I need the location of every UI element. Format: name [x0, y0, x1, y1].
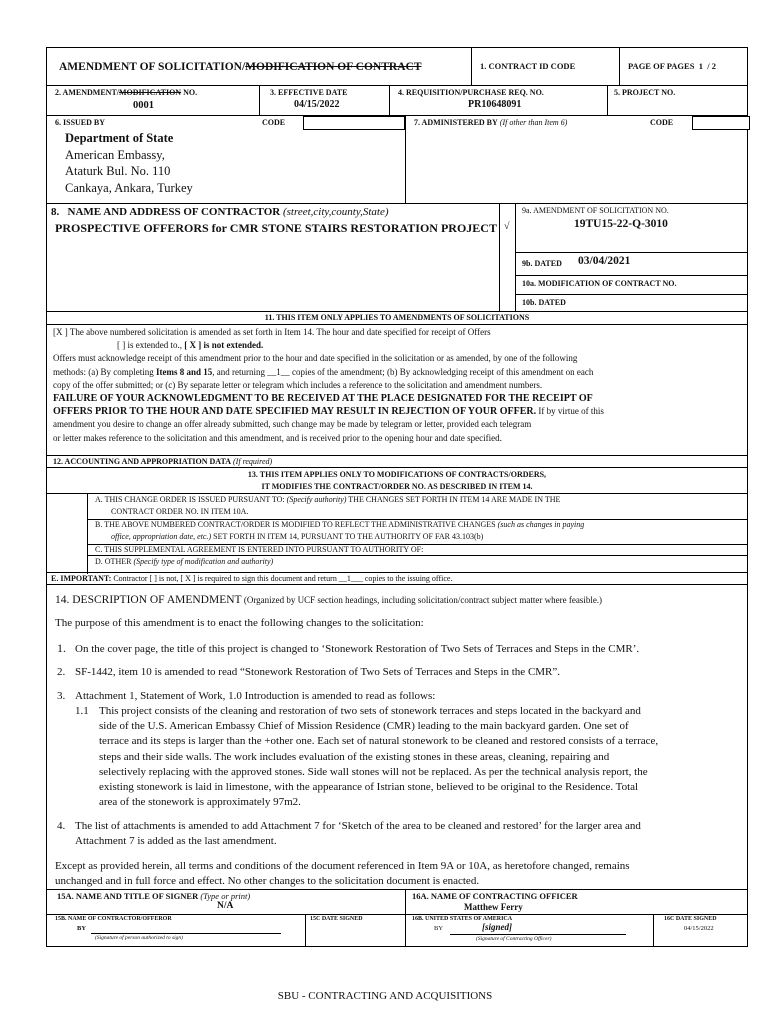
- issued-code-field[interactable]: [303, 116, 405, 130]
- contractor-label-text: NAME AND ADDRESS OF CONTRACTOR: [67, 206, 281, 218]
- item-11-heading: 11. THIS ITEM ONLY APPLIES TO AMENDMENTS OF SOLICITATIONS: [47, 312, 747, 325]
- change-1-text: On the cover page, the title of this project is changed to ‘Stonework Restoration of Two Sets of Terraces and Steps in the CMR’.: [75, 643, 640, 655]
- page-num: 1: [698, 61, 703, 71]
- administered-code-field[interactable]: [692, 116, 750, 130]
- administered-by-label: [414, 118, 567, 127]
- effective-date-cell: [259, 86, 390, 115]
- change-3-1-line: selectively replacing with the approved stones. Side wall stones will not be replaced. As per the technical analysis report, the: [99, 765, 648, 778]
- important-text: Contractor [ ] is not, [ X ] is required to sign this document and return __1___ copies to the issuing office.: [111, 574, 453, 583]
- check-mark: √: [504, 221, 510, 232]
- amendment-no-label: [55, 88, 197, 97]
- issued-by-label: 6. ISSUED BY: [55, 118, 106, 127]
- officer-date-label: 16C DATE SIGNED: [664, 916, 717, 922]
- failure-warning-bold: OFFERS PRIOR TO THE HOUR AND DATE SPECIFIED MAY RESULT IN REJECTION OF YOUR OFFER.: [53, 406, 537, 418]
- item-11-methods: [53, 366, 743, 379]
- mod-dated-label: 10b. DATED: [522, 298, 566, 307]
- project-no-cell: [607, 86, 748, 115]
- item-11-line: amendment you desire to change an offer already submitted, such change may be made by telegram or letter, provided each telegram: [53, 419, 532, 430]
- option-check-column: [47, 494, 88, 574]
- change-2-text: SF-1442, item 10 is amended to read “Stonework Restoration of Two Sets of Terraces and Steps in the CMR”.: [75, 666, 561, 678]
- amend-label-prefix: 2. AMENDMENT/: [55, 88, 119, 97]
- officer-signature-line: [450, 933, 626, 935]
- requisition-cell: [389, 86, 608, 115]
- administered-label-text: 7. ADMINISTERED BY: [414, 118, 498, 127]
- item-11: [47, 312, 747, 456]
- contracting-officer-label: 16A. NAME OF CONTRACTING OFFICER: [412, 891, 578, 901]
- contractor-date-cell[interactable]: [305, 915, 406, 947]
- methods-text: methods: (a) By completing: [53, 366, 156, 377]
- administered-note: (If other than Item 6): [499, 118, 568, 127]
- change-3: [57, 689, 747, 704]
- change-2: [57, 665, 747, 680]
- option-b-text: B. THE ABOVE NUMBERED CONTRACT/ORDER IS MODIFIED TO REFLECT THE ADMINISTRATIVE CHANGES: [95, 520, 498, 529]
- officer-signature-label: 16B. UNITED STATES OF AMERICA: [412, 916, 513, 922]
- failure-warning-2: [53, 405, 743, 418]
- issued-code-label: CODE: [262, 118, 286, 127]
- item-12-label: [53, 456, 272, 467]
- contract-id-cell: [471, 48, 620, 85]
- mod-contract-row: [516, 275, 748, 294]
- option-a-text: THE CHANGES SET FORTH IN ITEM 14 ARE MADE IN THE: [346, 495, 561, 504]
- contracting-officer-name: Matthew Ferry: [464, 902, 523, 912]
- contract-id-label: 1. CONTRACT ID CODE: [480, 61, 576, 71]
- option-a[interactable]: [87, 494, 747, 520]
- form-title: [59, 61, 422, 73]
- methods-items: Items 8 and 15: [155, 366, 213, 377]
- contractor-by: BY: [77, 925, 87, 932]
- option-d-text: D. OTHER: [95, 557, 134, 566]
- issuer-name: Department of State: [65, 131, 174, 145]
- item-13-heading-2: IT MODIFIES THE CONTRACT/ORDER NO. AS DESCRIBED IN ITEM 14.: [261, 482, 533, 491]
- change-4-line: Attachment 7 is added as the last amendment.: [75, 835, 277, 848]
- change-3-1-line: terrace and its steps is larger than the +other one. Each set of natural stonework to be cleaned and restored consists of a terrace,: [99, 735, 659, 748]
- contractor-date-label: 15C DATE SIGNED: [310, 916, 363, 922]
- signer-name-cell: [57, 891, 407, 911]
- item-14-heading: [55, 593, 745, 608]
- change-3-1-line: area of the stonework is approximately 97m2.: [99, 796, 301, 809]
- contractor-signature-label: 15B. NAME OF CONTRACTOR/OFFEROR: [55, 916, 172, 922]
- option-b-note-2: office, appropriation date, etc.): [111, 532, 212, 541]
- dated-row: [516, 252, 748, 275]
- contractor-name: PROSPECTIVE OFFERORS for CMR STONE STAIRS RESTORATION PROJECT: [55, 221, 497, 235]
- signer-name-label: 15A. NAME AND TITLE OF SIGNER: [57, 891, 199, 901]
- signature-names-row: [47, 889, 747, 914]
- option-b-text-2: SET FORTH IN ITEM 14, PURSUANT TO THE AUTHORITY OF FAR 43.103(b): [211, 532, 484, 541]
- failure-warning-rest: If by virtue of this: [536, 406, 604, 417]
- issuer-line: American Embassy,: [65, 147, 165, 162]
- dated-label: 9b. DATED: [522, 259, 562, 268]
- effective-date: 04/15/2022: [294, 99, 340, 110]
- methods-text: , and returning __1__ copies of the amendment; (b) By acknowledging receipt of this amendment on each: [212, 366, 594, 377]
- contractor-signature-cell: [47, 915, 305, 947]
- item-13-heading-1: 13. THIS ITEM APPLIES ONLY TO MODIFICATIONS OF CONTRACTS/ORDERS,: [247, 470, 547, 479]
- extended-option: [ ] is extended to.,: [117, 340, 185, 351]
- check-cell: [499, 204, 516, 311]
- amendment-form: [46, 47, 748, 947]
- important-label: E. IMPORTANT:: [51, 574, 112, 583]
- signer-name-note: (Type or print): [200, 891, 251, 901]
- amend-label-strike: MODIFICATION: [119, 88, 182, 97]
- item-11-body: [53, 326, 743, 445]
- not-extended-option: [ X ] is not extended.: [184, 340, 264, 351]
- officer-signature-note: (Signature of Contracting Officer): [476, 936, 552, 942]
- project-no-label: 5. PROJECT NO.: [614, 88, 676, 97]
- item-13-heading: [47, 468, 747, 494]
- option-a-text: A. THIS CHANGE ORDER IS ISSUED PURSUANT TO:: [95, 495, 287, 504]
- issuer-line: Ataturk Bul. No. 110: [65, 164, 171, 178]
- change-3-1-line: existing stonework is laid in limestone, with the appearance of Istrian stone, believed to be original to the Residence. Total: [99, 781, 639, 794]
- officer-by: BY: [434, 925, 444, 932]
- option-b-note: (such as changes in paying: [497, 520, 585, 529]
- administered-code-label: CODE: [650, 118, 674, 127]
- closing-line: Except as provided herein, all terms and conditions of the document referenced in Item 9A or 10A, as heretofore changed, remains: [55, 860, 630, 872]
- page-footer: SBU - CONTRACTING AND ACQUISITIONS: [277, 990, 493, 1002]
- officer-date-cell: [653, 915, 748, 947]
- option-d-note: (Specify type of modification and authority): [133, 557, 274, 566]
- change-4-num: 4.: [57, 820, 66, 832]
- item-13-options: [47, 494, 747, 574]
- row-contractor: [47, 204, 747, 312]
- change-4-line: The list of attachments is amended to add Attachment 7 for ‘Sketch of the area to be cleaned and restored’ for the larger area and: [75, 820, 641, 832]
- row-issued-by: [47, 116, 747, 204]
- item-12-note: (If required): [233, 457, 273, 466]
- item-11-line: copy of the offer submitted; or (c) By separate letter or telegram which includes a reference to the solicitation and amendment numbers.: [53, 379, 543, 390]
- change-3-1: [75, 704, 747, 810]
- form-title-strike: MODIFICATION OF CONTRACT: [245, 61, 422, 73]
- page-of-pages: PAGE OF PAGES 1 / 2: [628, 61, 716, 71]
- contractor-signature-note: (Signature of person authorized to sign): [95, 935, 183, 941]
- item-12: [47, 456, 747, 468]
- item-11-line: Offers must acknowledge receipt of this amendment prior to the hour and date specified in the solicitation or as amended, by one of the following: [53, 353, 578, 364]
- change-3-1-line: side of the U.S. American Embassy Chief of Mission Residence (CMR) leading to the main backyard garden. One set of: [99, 720, 629, 733]
- item-11-line: [X ] The above numbered solicitation is amended as set forth in Item 14. The hour and date specified for receipt of Offers: [53, 327, 491, 337]
- item-11-line: or letter makes reference to the solicitation and this amendment, and is received prior to the opening hour and date specified.: [53, 432, 502, 443]
- officer-signature-cell: [405, 915, 654, 947]
- form-title-prefix: AMENDMENT OF SOLICITATION/: [59, 61, 246, 73]
- dated-value: 03/04/2021: [578, 255, 631, 267]
- row-amendment: [47, 86, 747, 116]
- contractor-signature-line[interactable]: [91, 932, 281, 934]
- option-a-note: (Specify authority): [286, 495, 347, 504]
- failure-warning: FAILURE OF YOUR ACKNOWLEDGMENT TO BE RECEIVED AT THE PLACE DESIGNATED FOR THE RECEIPT OF: [53, 393, 593, 405]
- option-c[interactable]: C. THIS SUPPLEMENTAL AGREEMENT IS ENTERED INTO PURSUANT TO AUTHORITY OF:: [87, 544, 747, 556]
- solicitation-cell: [515, 204, 748, 311]
- amendment-no: 0001: [133, 100, 154, 111]
- change-1: [57, 641, 747, 657]
- header-row: [47, 48, 747, 86]
- change-3-1-line: steps and their side walls. The work includes evaluation of the existing stones in these areas, cleaning, repairing and: [99, 750, 610, 763]
- amend-label-suffix: NO.: [181, 88, 198, 97]
- change-3-1-line: This project consists of the cleaning and restoration of two sets of stonework terraces and steps located in the backyard and: [99, 705, 641, 717]
- change-3-num: 3.: [57, 690, 66, 702]
- mod-contract-label: 10a. MODIFICATION OF CONTRACT NO.: [522, 279, 677, 288]
- item-14-heading-note: (Organized by UCF section headings, including solicitation/contract subject matter where feasible.): [241, 595, 603, 605]
- item-14-purpose: The purpose of this amendment is to enact the following changes to the solicitation:: [55, 617, 424, 629]
- change-3-1-num: 1.1: [75, 705, 89, 717]
- requisition-no: PR10648091: [468, 99, 522, 110]
- closing-statement: [55, 859, 747, 889]
- solicitation-no: 19TU15-22-Q-3010: [574, 218, 668, 230]
- contractor-label: [51, 206, 389, 218]
- change-2-num: 2.: [57, 666, 66, 678]
- officer-date-value: 04/15/2022: [684, 925, 714, 932]
- solicitation-label: 9a. AMENDMENT OF SOLICITATION NO.: [522, 206, 669, 215]
- item-14: [47, 585, 747, 889]
- item-11-extension: [53, 339, 743, 352]
- change-3-text: Attachment 1, Statement of Work, 1.0 Introduction is amended to read as follows:: [75, 690, 436, 702]
- page-label: PAGE OF PAGES: [628, 61, 695, 71]
- change-1-num: 1.: [57, 641, 66, 655]
- officer-signature: [signed]: [482, 922, 512, 932]
- option-a-text-2: CONTRACT ORDER NO. IN ITEM 10A.: [111, 507, 249, 516]
- signer-name-value: N/A: [217, 901, 234, 911]
- issuer-line: Cankaya, Ankara, Turkey: [65, 180, 193, 195]
- administered-by-cell: [405, 116, 748, 203]
- item-14-heading-text: 14. DESCRIPTION OF AMENDMENT: [55, 594, 242, 606]
- effective-date-label: 3. EFFECTIVE DATE: [270, 88, 348, 97]
- item-12-label-text: 12. ACCOUNTING AND APPROPRIATION DATA: [53, 457, 232, 466]
- requisition-label: 4. REQUISITION/PURCHASE REQ. NO.: [398, 88, 544, 97]
- option-d[interactable]: [87, 556, 747, 568]
- contractor-label-note: (street,city,county,State): [282, 206, 389, 218]
- mod-dated-row: [516, 294, 748, 312]
- closing-line: unchanged and in full force and effect. No other changes to the solicitation document is enacted.: [55, 875, 480, 888]
- option-b[interactable]: [87, 519, 747, 545]
- contracting-officer-cell: [405, 890, 748, 915]
- contractor-label-num: 8.: [51, 206, 60, 218]
- item-13-e: [47, 572, 747, 585]
- page-cell: [619, 48, 748, 85]
- page-total: 2: [711, 61, 716, 71]
- signature-row: [47, 914, 747, 946]
- issuer-address: [65, 130, 193, 196]
- change-4: [57, 819, 747, 849]
